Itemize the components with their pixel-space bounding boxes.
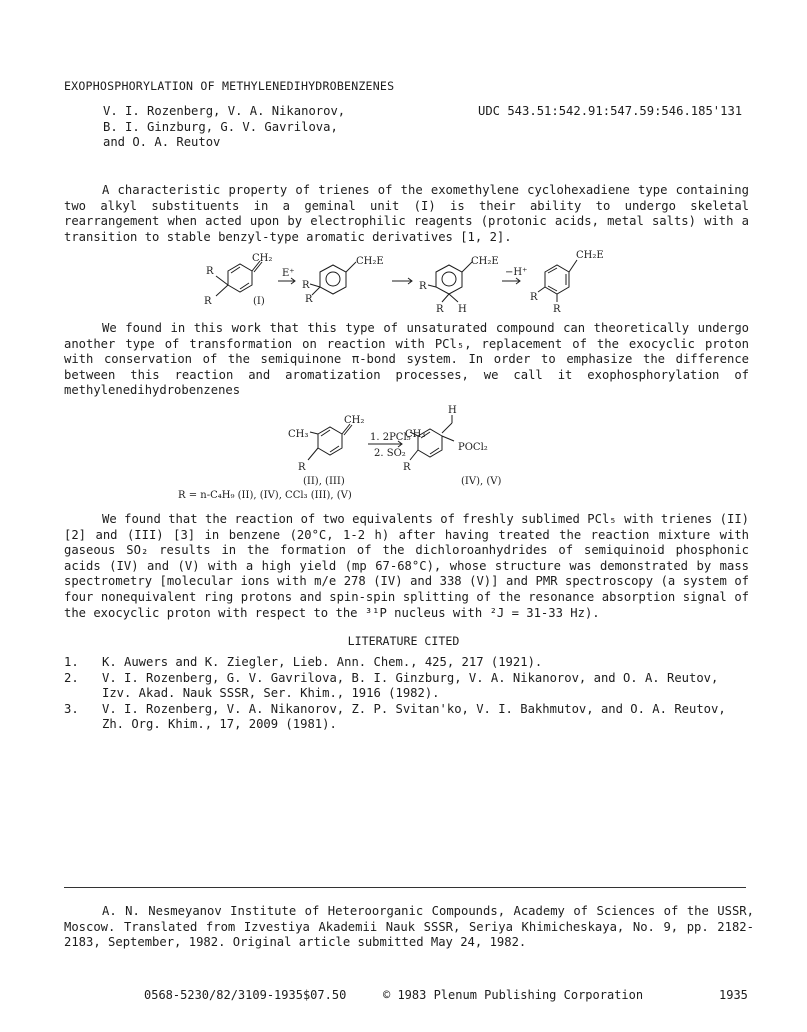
reference-item xyxy=(64,655,754,671)
r-label: R xyxy=(553,304,561,315)
page-number: 1935 xyxy=(719,988,748,1002)
ch2-label: CH₂ xyxy=(252,253,273,264)
literature-heading: LITERATURE CITED xyxy=(347,634,460,648)
reference-text: V. I. Rozenberg, G. V. Gavrilova, B. I. Ginzburg, V. A. Nikanorov, and O. A. Reutov, Izv. Akad. Nauk SSSR, Ser. Khim., 1916 (1982). xyxy=(102,670,719,701)
paragraph-text: We found that the reaction of two equivalents of freshly sublimed PCl₅ with trienes (II) [2] and (III) [3] in benzene (20°C, 1-2 h) after having treated the reaction mixture with gaseous SO₂ results in the formation of the dichloroanhydrides of semiquinoid phosphonic acids (IV) and (V) with a high yield (mp 67-68°C), whose structure was demonstrated by mass spectrometry [molecular ions with m/e 278 (IV) and 338 (V)] and PMR spectroscopy (a system of four nonequivalent ring protons and spin-spin splitting of the resonance absorption signal of the exocyclic proton with respect to the ³¹P nucleus with ²J = 31-33 Hz). xyxy=(64,512,749,620)
author-line: and O. A. Reutov xyxy=(103,135,221,150)
body-paragraph-1 xyxy=(64,183,749,245)
footnote-text: A. N. Nesmeyanov Institute of Heteroorganic Compounds, Academy of Sciences of the USSR, Moscow. Translated from Izvestiya Akademii Nauk SSSR, Seriya Khimicheskaya, No. 9, pp. 2182-2183, September, 1982. Original article submitted May 24, 1982. xyxy=(64,904,754,950)
reagent-step-2: 2. SO₂ xyxy=(374,448,406,459)
scheme-1-drawing xyxy=(0,248,807,320)
paragraph-text: We found in this work that this type of unsaturated compound can theoretically undergo another type of transformation on reaction with PCl₅, replacement of the exocyclic proton with conservation of the semiquinone π-bond system. In order to emphasize the difference between this reaction and aromatization processes, we call it exophosphorylation of methylenedihydrobenzenes xyxy=(64,321,749,398)
reaction-scheme-1 xyxy=(0,248,807,318)
author-line: B. I. Ginzburg, G. V. Gavrilova, xyxy=(103,119,338,134)
r-label: R xyxy=(206,266,214,277)
body-paragraph-2 xyxy=(64,321,749,399)
body-paragraph-3 xyxy=(64,512,749,621)
r-label: R xyxy=(204,296,212,307)
footnote-divider xyxy=(64,887,746,888)
reference-item xyxy=(64,671,754,702)
reference-number: 1. xyxy=(64,655,79,669)
r-label: R xyxy=(305,294,313,305)
reagent-label: E⁺ xyxy=(282,268,295,279)
compound-label-left: (II), (III) xyxy=(303,476,345,487)
reagent-label: −H⁺ xyxy=(505,267,528,278)
copyright-notice: © 1983 Plenum Publishing Corporation xyxy=(383,988,644,1002)
reference-number: 2. xyxy=(64,670,79,685)
reaction-scheme-2 xyxy=(0,402,807,502)
r-definition: R = n-C₄H₉ (II), (IV), CCl₃ (III), (V) xyxy=(178,490,352,501)
h-label: H xyxy=(458,304,467,315)
ch2e-label: CH₂E xyxy=(576,250,604,261)
ch2-label: CH₂ xyxy=(344,415,365,426)
article-title: EXOPHOSPHORYLATION OF METHYLENEDIHYDROBENZENES xyxy=(64,79,395,93)
udc-code: UDC 543.51:542.91:547.59:546.185'131 xyxy=(478,104,743,118)
article-code: 0568-5230/82/3109-1935$07.50 xyxy=(144,988,347,1002)
r-label: R xyxy=(419,281,427,292)
compound-label-right: (IV), (V) xyxy=(461,476,502,487)
reference-text: K. Auwers and K. Ziegler, Lieb. Ann. Chem., 425, 217 (1921). xyxy=(102,655,543,669)
reference-item xyxy=(64,702,754,733)
ch2e-label: CH₂E xyxy=(356,256,384,267)
ch3-label: CH₃ xyxy=(288,429,309,440)
reference-number: 3. xyxy=(64,701,79,716)
ch3-label: CH₃ xyxy=(405,429,426,440)
affiliation-footnote xyxy=(64,904,754,951)
pocl2-label: POCl₂ xyxy=(458,442,488,453)
paragraph-text: A characteristic property of trienes of the exomethylene cyclohexadiene type containing two alkyl substituents in a geminal unit (I) is their ability to undergo skeletal rearrangement when acted upon by electrophilic reagents (protonic acids, metal salts) with a transition to stable benzyl-type aromatic derivatives [1, 2]. xyxy=(64,183,749,244)
r-label: R xyxy=(302,280,310,291)
compound-label-i: (I) xyxy=(253,296,265,307)
r-label: R xyxy=(403,462,411,473)
reagent-step-1: 1. 2PCl₅ xyxy=(370,432,411,443)
r-label: R xyxy=(530,292,538,303)
reference-list xyxy=(64,655,754,733)
author-list xyxy=(103,104,345,151)
r-label: R xyxy=(436,304,444,315)
r-label: R xyxy=(298,462,306,473)
scheme-2-drawing xyxy=(0,402,807,502)
h-label: H xyxy=(448,405,457,416)
reference-text: V. I. Rozenberg, V. A. Nikanorov, Z. P. Svitan'ko, V. I. Bakhmutov, and O. A. Reutov, Zh. Org. Khim., 17, 2009 (1981). xyxy=(102,701,726,732)
ch2e-label: CH₂E xyxy=(471,256,499,267)
author-line: V. I. Rozenberg, V. A. Nikanorov, xyxy=(103,104,346,118)
